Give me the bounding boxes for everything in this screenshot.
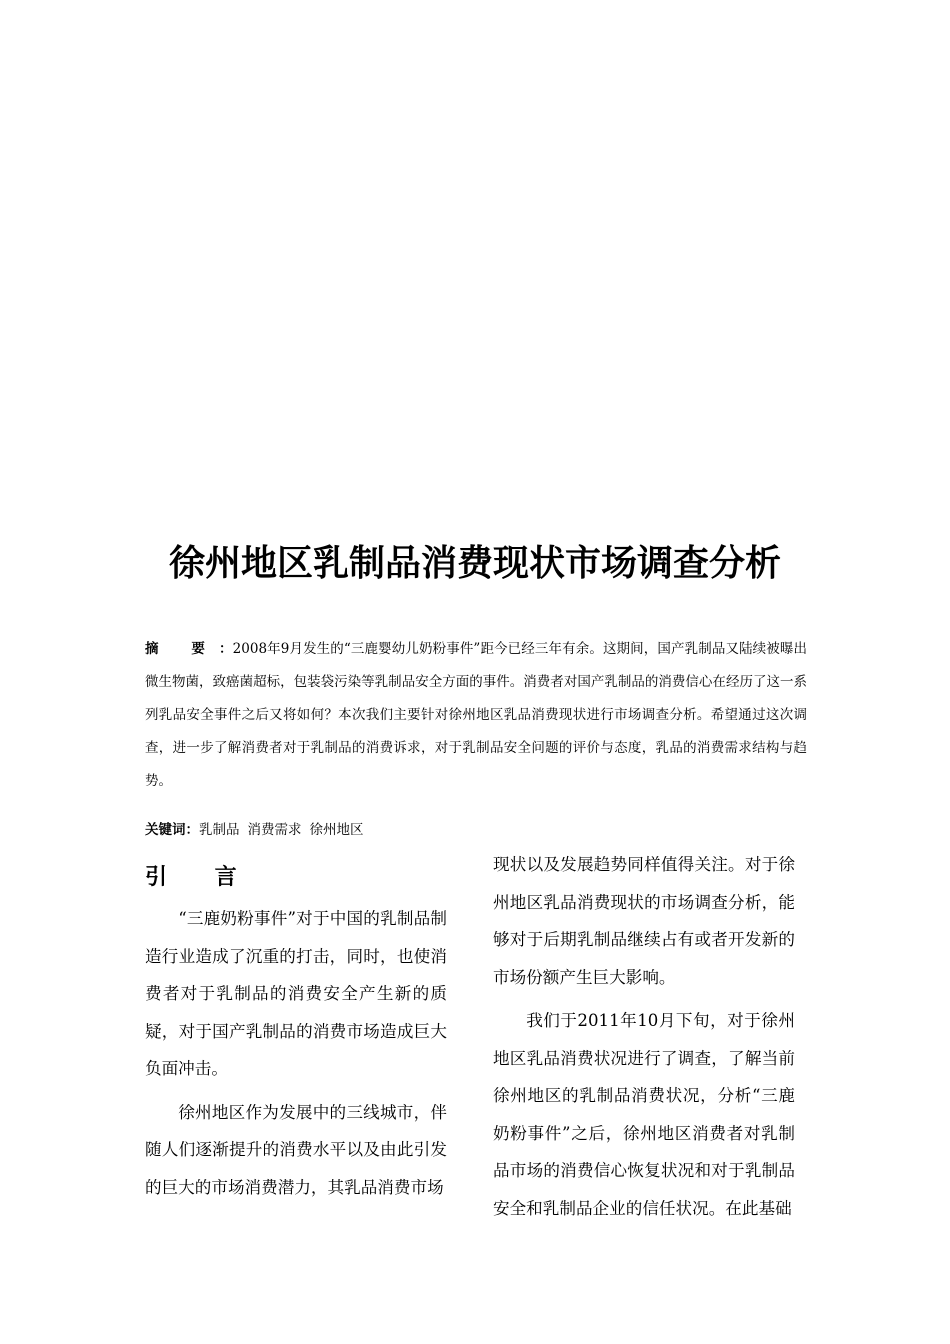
section-heading: 引 言 <box>145 865 257 890</box>
body-paragraph: “三鹿奶粉事件”对于中国的乳制品制造行业造成了沉重的打击，同时，也使消费者对于乳制品的消费安全产生新的质疑，对于国产乳制品的消费市场造成巨大负面冲击。 <box>145 909 447 1078</box>
keywords-label: 关键词： <box>145 822 199 838</box>
abstract-label-colon: ： <box>219 641 233 657</box>
keyword-item: 消费需求 <box>247 822 302 838</box>
body-paragraph: 现状以及发展趋势同样值得关注。对于徐州地区乳品消费现状的市场调查分析，能够对于后期乳制品继续占有或者开发新的市场份额产生巨大影响。 <box>493 855 795 987</box>
abstract-label: 摘 要 <box>145 641 220 657</box>
keyword-item: 徐州地区 <box>309 822 364 838</box>
body-paragraph: 我们于2011年10月下旬，对于徐州地区乳品消费状况进行了调查，了解当前徐州地区的乳制品消费状况，分析“三鹿奶粉事件”之后，徐州地区消费者对乳制品市场的消费信心恢复状况和对于乳制品安全和乳制品企业的信任状况。在此基础 <box>493 1011 795 1218</box>
right-column <box>493 846 795 1233</box>
abstract <box>145 633 807 798</box>
keywords <box>145 816 807 844</box>
left-column <box>145 858 447 1212</box>
keyword-item: 乳制品 <box>199 822 240 838</box>
document-title: 徐州地区乳制品消费现状市场调查分析 <box>168 543 781 584</box>
body-paragraph: 徐州地区作为发展中的三线城市，伴随人们逐渐提升的消费水平以及由此引发的巨大的市场消费潜力，其乳品消费市场 <box>145 1102 447 1197</box>
abstract-text: 2008年9月发生的“三鹿婴幼儿奶粉事件”距今已经三年有余。这期间，国产乳制品又陆续被曝出微生物菌，致癌菌超标，包装袋污染等乳制品安全方面的事件。消费者对国产乳制品的消费信心在经历了这一系列乳品安全事件之后又将如何？本次我们主要针对徐州地区乳品消费现状进行市场调查分析。希望通过这次调查，进一步了解消费者对于乳制品的消费诉求，对于乳制品安全问题的评价与态度，乳品的消费需求结构与趋势。 <box>145 641 808 789</box>
